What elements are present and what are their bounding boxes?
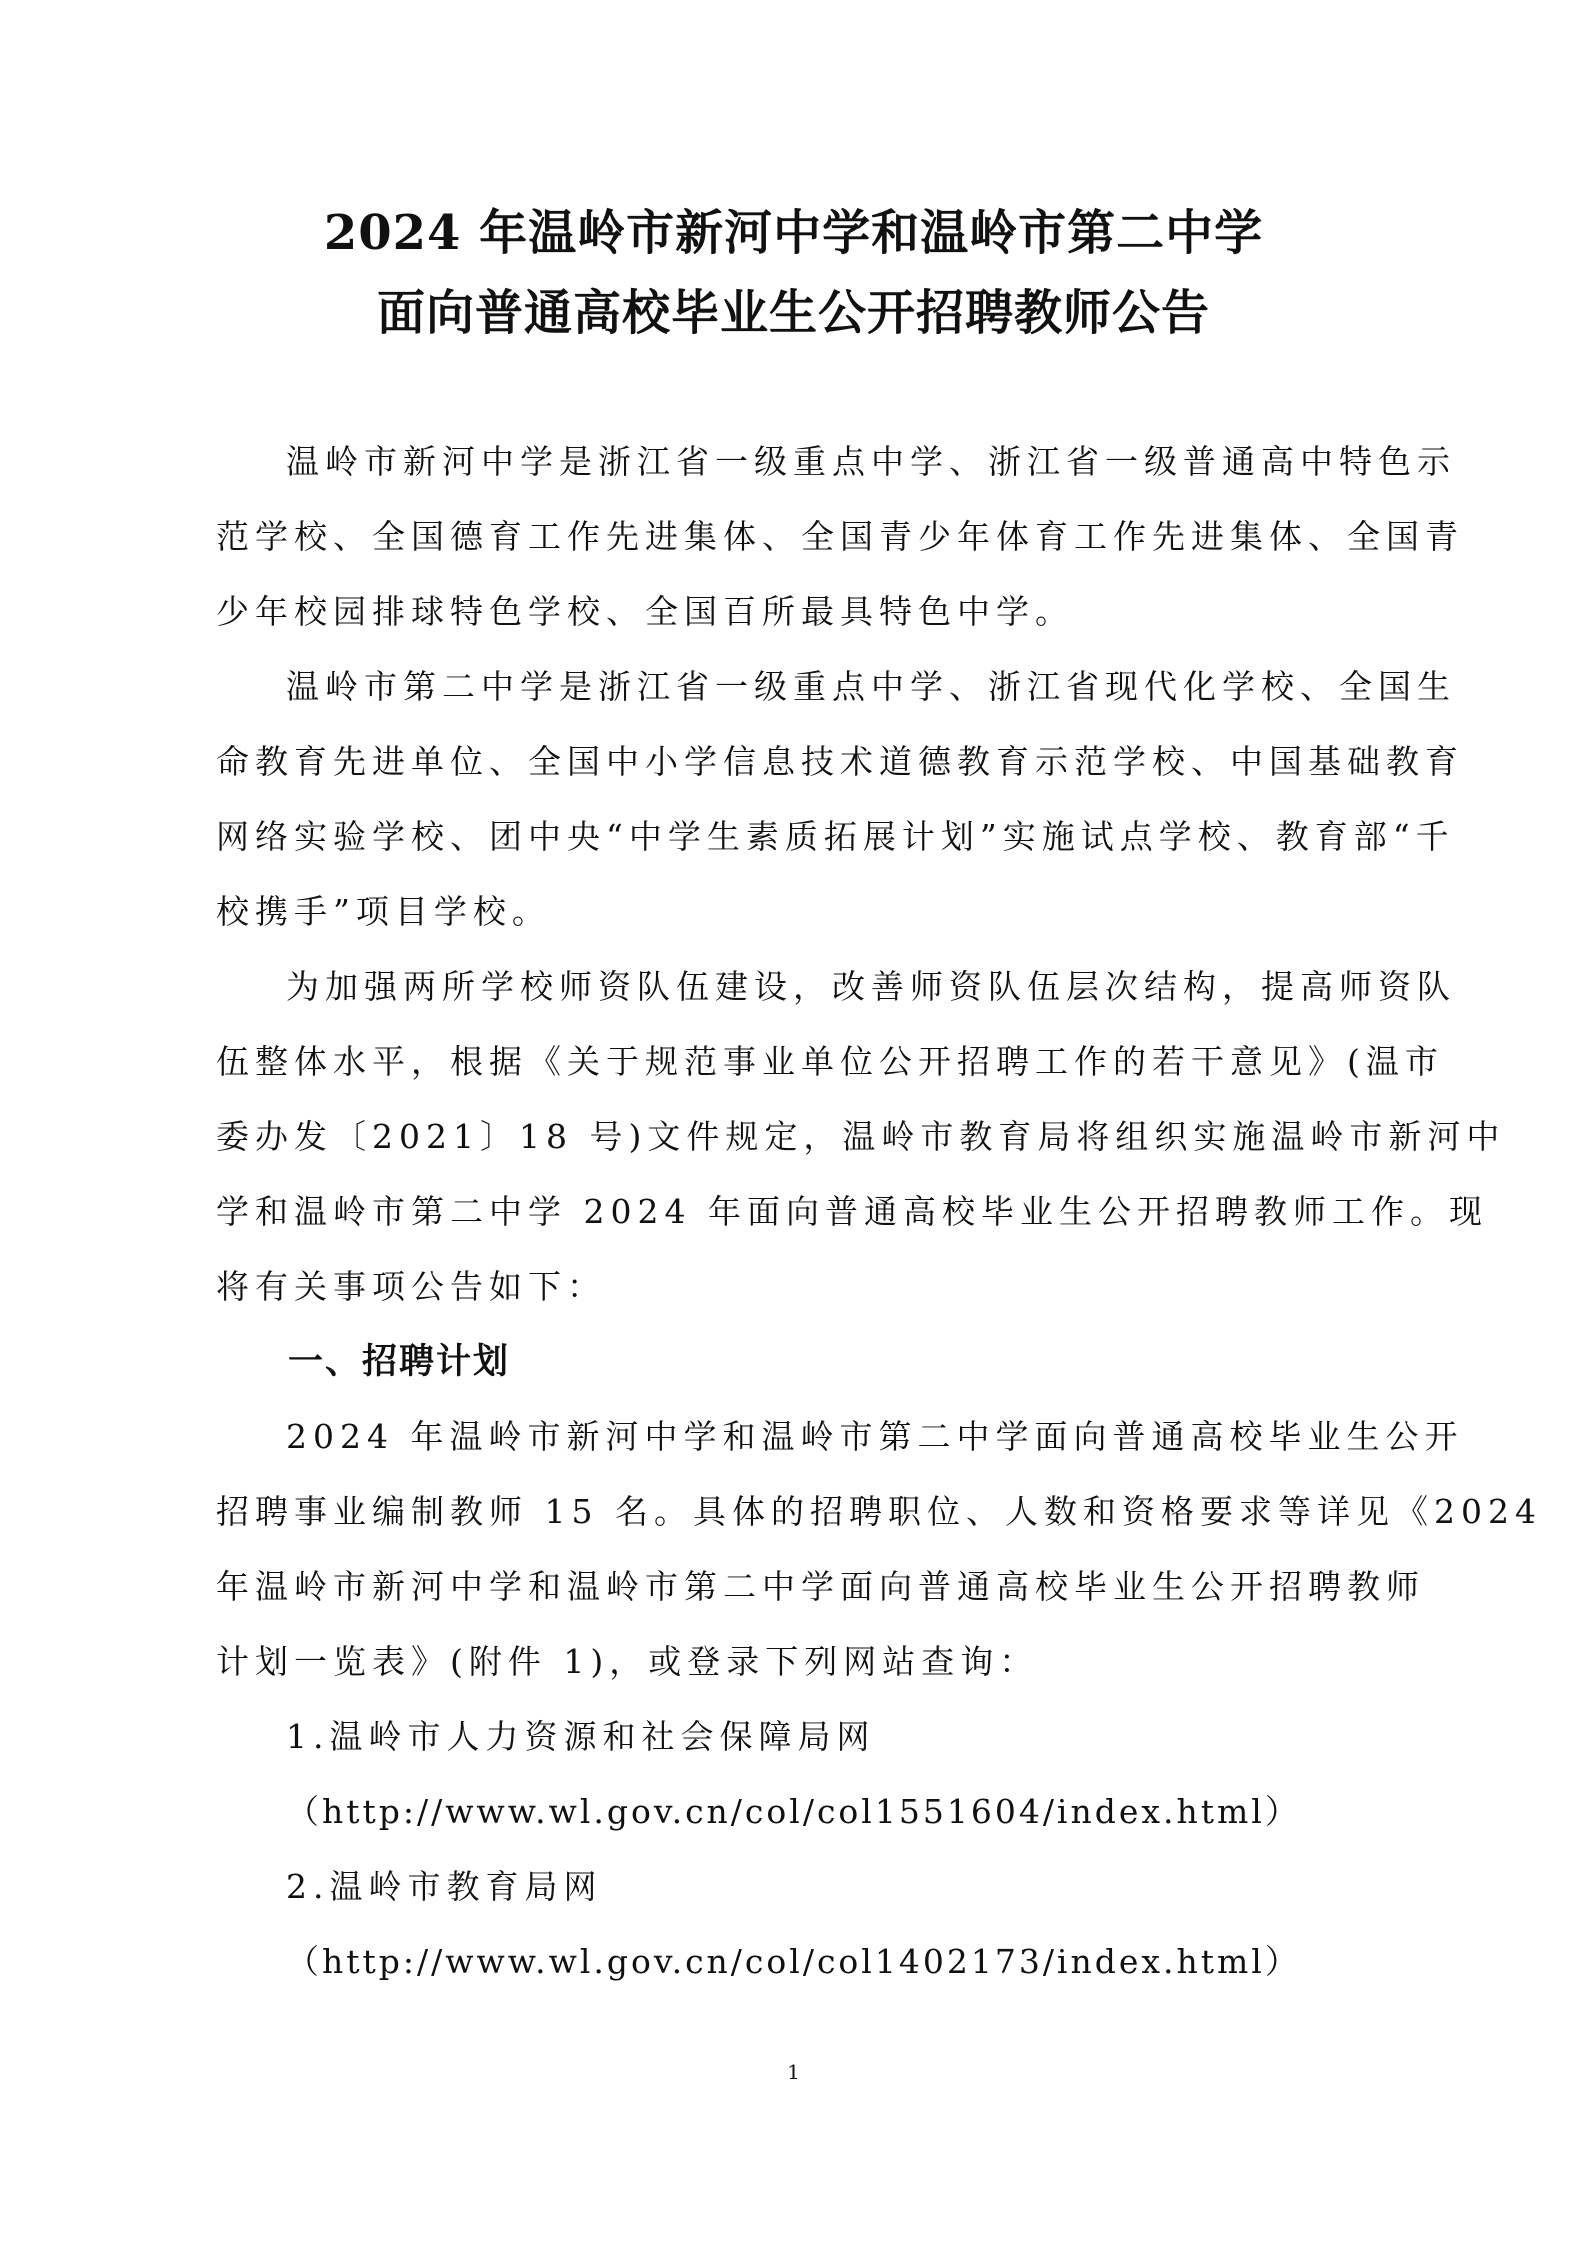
paragraph-2-line-1: 温岭市第二中学是浙江省一级重点中学、浙江省现代化学校、全国生: [286, 667, 1456, 706]
section-1-line-4: 计划一览表》(附件 1)，或登录下列网站查询：: [216, 1642, 1039, 1681]
paragraph-2-line-4: 校携手”项目学校。: [216, 892, 551, 931]
section-1-line-1: 2024 年温岭市新河中学和温岭市第二中学面向普通高校毕业生公开: [286, 1417, 1464, 1456]
section-1-line-3: 年温岭市新河中学和温岭市第二中学面向普通高校毕业生公开招聘教师: [216, 1567, 1425, 1606]
paragraph-3-line-3: 委办发〔2021〕18 号)文件规定，温岭市教育局将组织实施温岭市新河中: [216, 1117, 1506, 1156]
paragraph-3-line-4: 学和温岭市第二中学 2024 年面向普通高校毕业生公开招聘教师工作。现: [216, 1192, 1488, 1231]
section-heading-recruitment-plan: 一、招聘计划: [288, 1342, 511, 1382]
title-line-2: 面向普通高校毕业生公开招聘教师公告: [376, 285, 1210, 341]
paragraph-3-line-5: 将有关事项公告如下：: [216, 1267, 606, 1306]
page-number: 1: [787, 2060, 800, 2084]
paragraph-1-line-2: 范学校、全国德育工作先进集体、全国青少年体育工作先进集体、全国青: [216, 517, 1464, 556]
paragraph-3-line-1: 为加强两所学校师资队伍建设，改善师资队伍层次结构，提高师资队: [286, 967, 1456, 1006]
link-url-education-bureau[interactable]: （http://www.wl.gov.cn/col/col1402173/index.html）: [286, 1942, 1301, 1981]
link-url-hrss[interactable]: （http://www.wl.gov.cn/col/col1551604/index.html）: [286, 1792, 1301, 1831]
paragraph-1-line-3: 少年校园排球特色学校、全国百所最具特色中学。: [216, 592, 1074, 631]
paragraph-3-line-2: 伍整体水平，根据《关于规范事业单位公开招聘工作的若干意见》(温市: [216, 1042, 1444, 1081]
paragraph-2-line-3: 网络实验学校、团中央“中学生素质拓展计划”实施试点学校、教育部“千: [216, 817, 1455, 856]
title-line-1: 2024 年温岭市新河中学和温岭市第二中学: [323, 205, 1264, 261]
paragraph-2-line-2: 命教育先进单位、全国中小学信息技术道德教育示范学校、中国基础教育: [216, 742, 1464, 781]
paragraph-1-line-1: 温岭市新河中学是浙江省一级重点中学、浙江省一级普通高中特色示: [286, 442, 1456, 481]
link-label-education-bureau: 2.温岭市教育局网: [286, 1867, 603, 1906]
section-1-line-2: 招聘事业编制教师 15 名。具体的招聘职位、人数和资格要求等详见《2024: [216, 1492, 1542, 1531]
link-label-hrss: 1.温岭市人力资源和社会保障局网: [286, 1717, 876, 1756]
